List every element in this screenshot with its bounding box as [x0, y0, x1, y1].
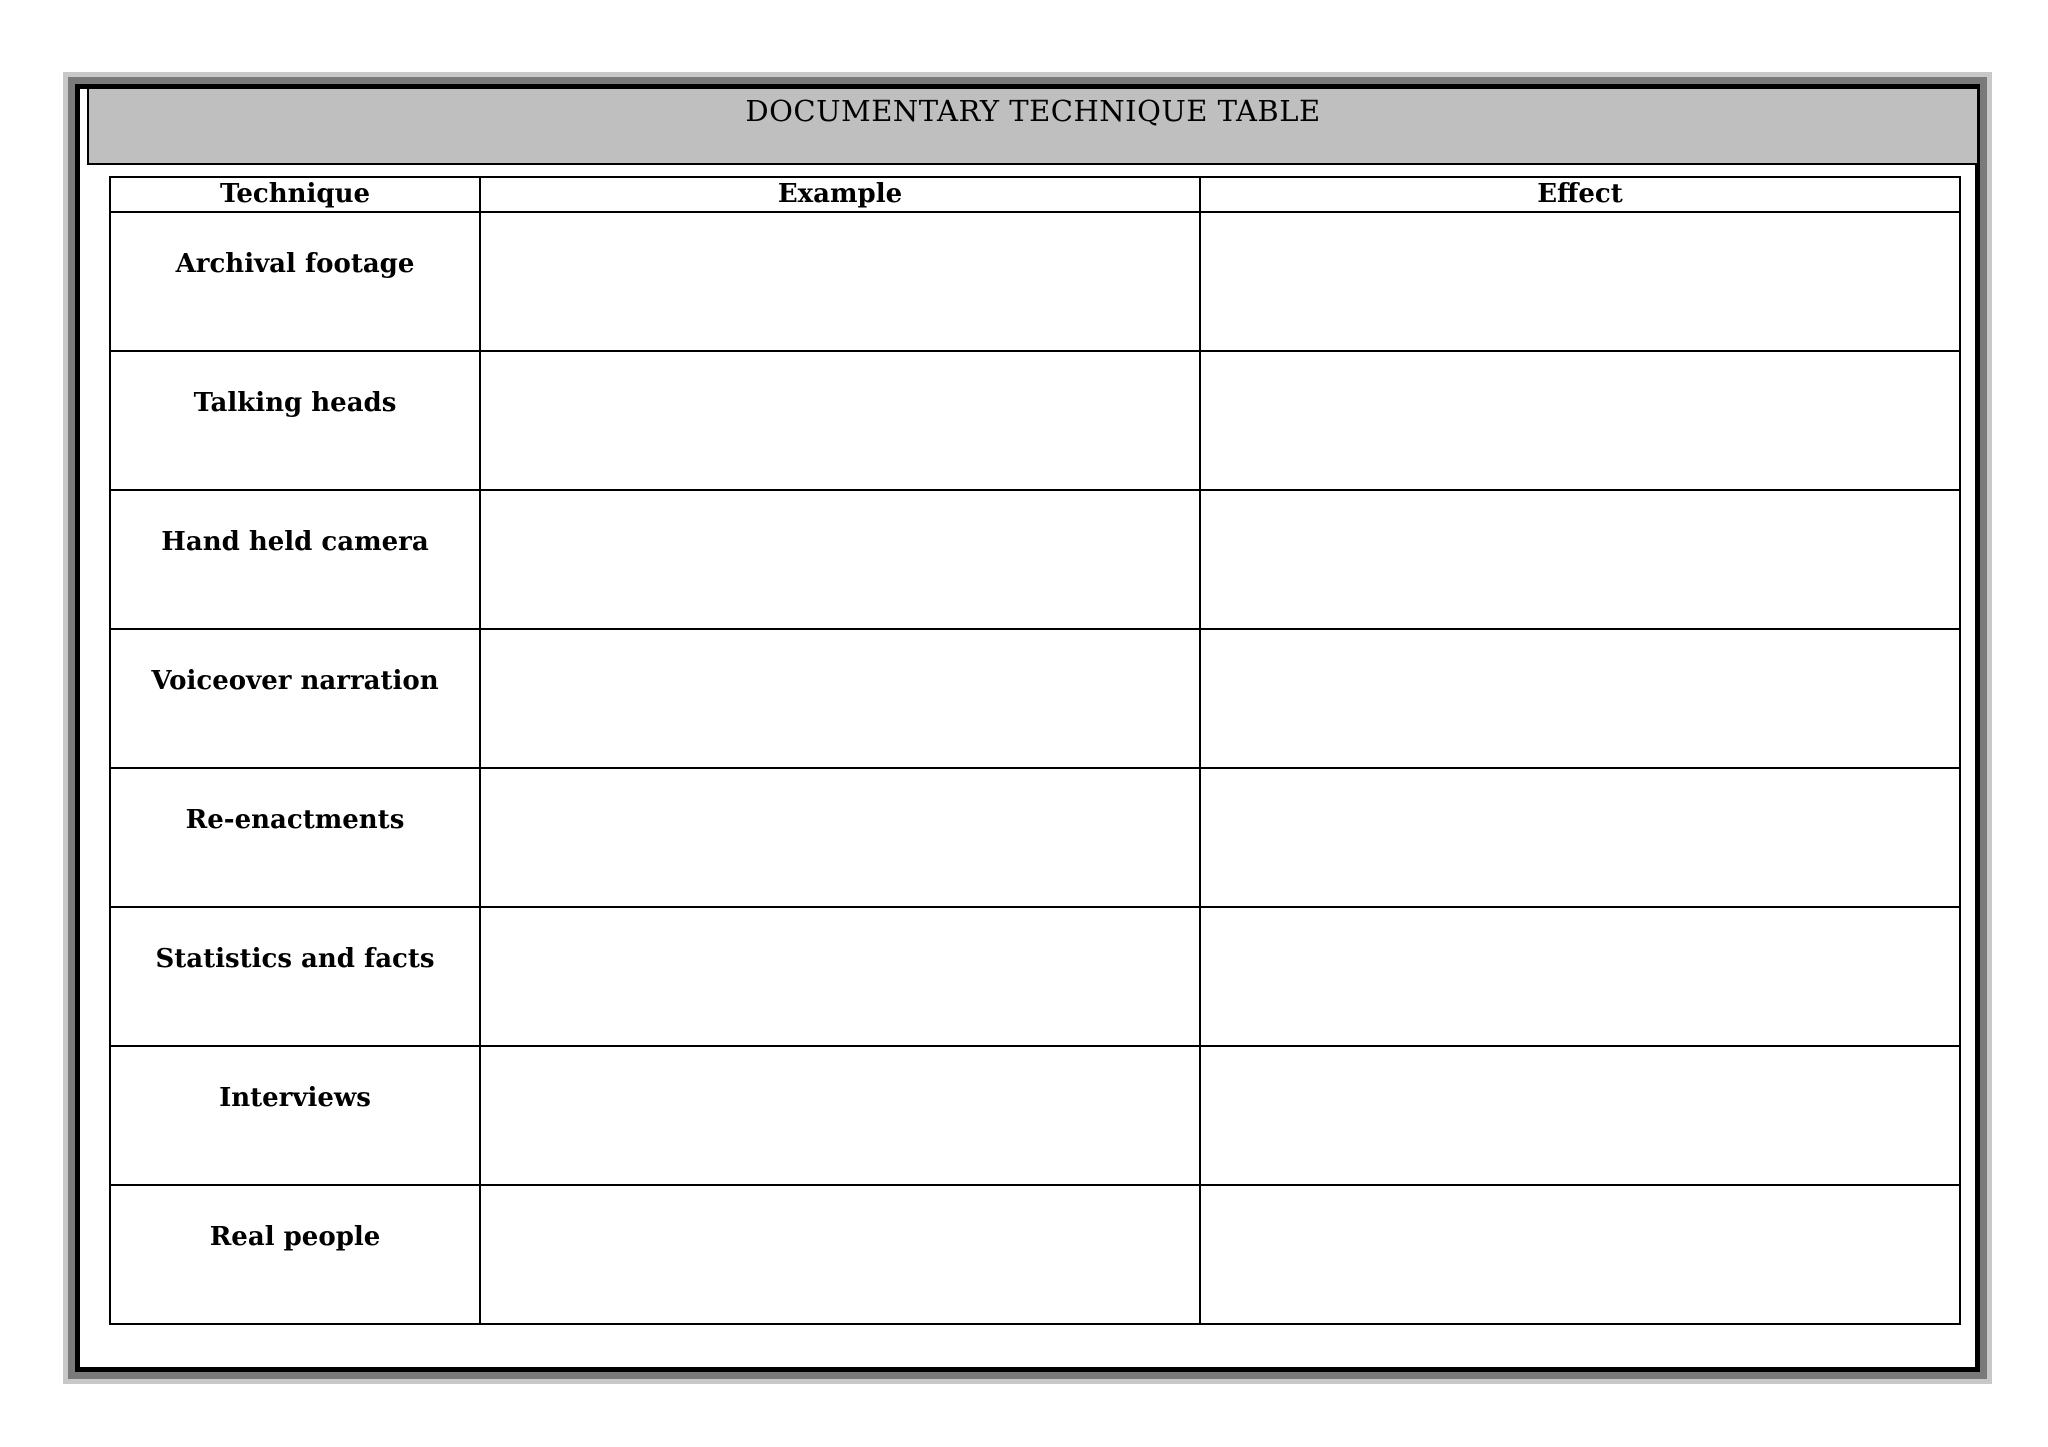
- technique-table: [109, 176, 1961, 1325]
- table-row: [110, 907, 1960, 1046]
- technique-cell: Re-enactments: [110, 768, 480, 907]
- table-row: [110, 629, 1960, 768]
- technique-cell: Interviews: [110, 1046, 480, 1185]
- header-technique: Technique: [110, 177, 480, 212]
- example-cell[interactable]: [480, 351, 1200, 490]
- effect-cell[interactable]: [1200, 1046, 1960, 1185]
- technique-cell: Archival footage: [110, 212, 480, 351]
- header-example: Example: [480, 177, 1200, 212]
- technique-cell: Hand held camera: [110, 490, 480, 629]
- table-row: [110, 1185, 1960, 1324]
- effect-cell[interactable]: [1200, 490, 1960, 629]
- table-row: [110, 351, 1960, 490]
- table-row: [110, 1046, 1960, 1185]
- document-title: DOCUMENTARY TECHNIQUE TABLE: [87, 87, 1979, 165]
- table-row: [110, 490, 1960, 629]
- technique-cell: Statistics and facts: [110, 907, 480, 1046]
- table-row: [110, 768, 1960, 907]
- effect-cell[interactable]: [1200, 907, 1960, 1046]
- effect-cell[interactable]: [1200, 212, 1960, 351]
- example-cell[interactable]: [480, 212, 1200, 351]
- example-cell[interactable]: [480, 490, 1200, 629]
- example-cell[interactable]: [480, 907, 1200, 1046]
- example-cell[interactable]: [480, 1046, 1200, 1185]
- effect-cell[interactable]: [1200, 768, 1960, 907]
- effect-cell[interactable]: [1200, 629, 1960, 768]
- example-cell[interactable]: [480, 1185, 1200, 1324]
- effect-cell[interactable]: [1200, 1185, 1960, 1324]
- technique-cell: Talking heads: [110, 351, 480, 490]
- effect-cell[interactable]: [1200, 351, 1960, 490]
- header-effect: Effect: [1200, 177, 1960, 212]
- table-header-row: [110, 177, 1960, 212]
- technique-cell: Voiceover narration: [110, 629, 480, 768]
- example-cell[interactable]: [480, 629, 1200, 768]
- technique-cell: Real people: [110, 1185, 480, 1324]
- example-cell[interactable]: [480, 768, 1200, 907]
- table-row: [110, 212, 1960, 351]
